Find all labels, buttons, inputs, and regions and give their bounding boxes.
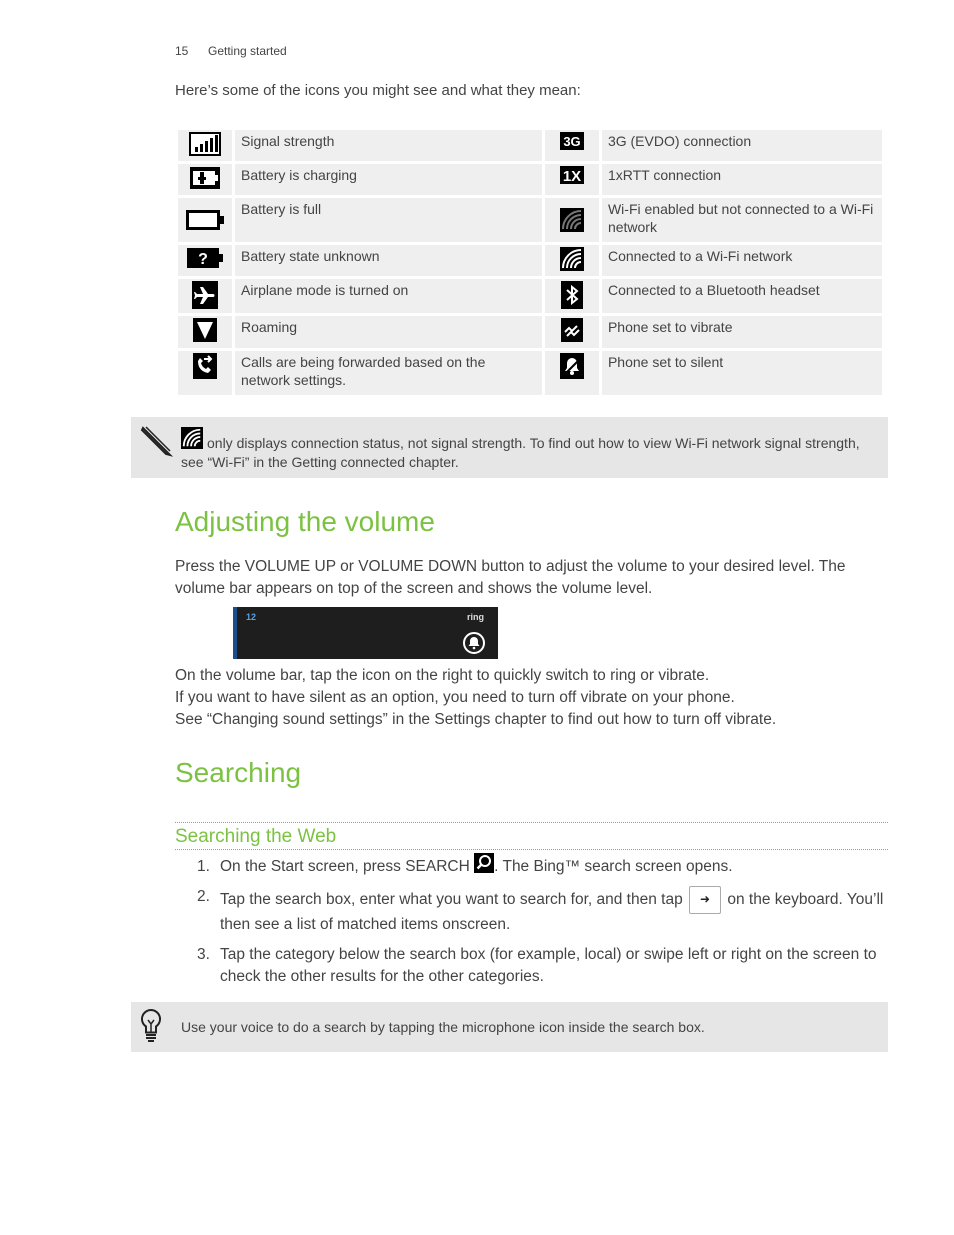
volume-paragraph: Press the VOLUME UP or VOLUME DOWN button to adjust the volume to your desired level. The volume bar appears on top of the screen and shows the volume level. xyxy=(175,558,846,597)
airplane-icon xyxy=(192,281,218,309)
table-cell: Airplane mode is turned on xyxy=(235,279,542,313)
table-cell: Phone set to silent xyxy=(602,351,882,395)
volume-info-line: See “Changing sound settings” in the Settings chapter to find out how to turn off vibrate. xyxy=(175,711,777,728)
section-title-volume: Adjusting the volume xyxy=(175,506,435,537)
volume-info-line: On the volume bar, tap the icon on the right to quickly switch to ring or vibrate. xyxy=(175,667,710,684)
step-text: Tap the category below the search box (for example, local) or swipe left or right on the screen to check the other results for the other categories. xyxy=(220,946,877,985)
tip-text: Use your voice to do a search by tapping the microphone icon inside the search box. xyxy=(181,1019,705,1035)
table-row xyxy=(178,198,882,242)
table-cell: Phone set to vibrate xyxy=(602,316,882,348)
status-icons-table xyxy=(175,127,885,398)
signal-strength-icon xyxy=(189,132,221,156)
table-row xyxy=(178,316,882,348)
step-text: . The Bing™ search screen opens. xyxy=(494,858,733,875)
svg-text:1X: 1X xyxy=(562,168,582,184)
table-cell: Roaming xyxy=(235,316,542,348)
step-text: On the Start screen, press SEARCH xyxy=(220,858,470,875)
lightbulb-icon xyxy=(140,1008,162,1046)
1x-icon xyxy=(560,166,584,184)
table-row xyxy=(178,279,882,313)
section-title-searching: Searching xyxy=(175,757,302,788)
table-row xyxy=(178,245,882,276)
battery-unknown-icon xyxy=(186,247,224,269)
step-number: 2. xyxy=(197,888,210,905)
page-number: 15 xyxy=(175,44,189,58)
svg-text:3G: 3G xyxy=(563,134,581,149)
list-item xyxy=(175,944,888,988)
search-steps xyxy=(175,856,888,996)
table-row xyxy=(178,164,882,195)
table-cell: Calls are being forwarded based on the network settings. xyxy=(235,351,542,395)
note-box xyxy=(131,417,888,478)
step-number: 1. xyxy=(197,858,210,875)
list-item xyxy=(175,886,888,936)
wifi-not-connected-icon xyxy=(560,208,584,232)
volume-mode: ring xyxy=(467,612,484,622)
table-cell: Wi-Fi enabled but not connected to a Wi-Fi network xyxy=(602,198,882,242)
list-item xyxy=(175,856,888,878)
search-icon xyxy=(474,853,494,873)
intro-text: Here’s some of the icons you might see and what they mean: xyxy=(175,82,581,99)
chapter-name: Getting started xyxy=(208,44,287,58)
battery-charging-icon xyxy=(189,166,221,190)
step-number: 3. xyxy=(197,946,210,963)
volume-info-paragraph xyxy=(175,665,890,731)
table-cell: Connected to a Bluetooth headset xyxy=(602,279,882,313)
call-forward-icon xyxy=(193,353,217,379)
note-text xyxy=(181,434,881,472)
bluetooth-icon xyxy=(561,281,583,309)
subsection-title xyxy=(175,822,888,850)
table-cell: 3G (EVDO) connection xyxy=(602,130,882,161)
table-cell: 1xRTT connection xyxy=(602,164,882,195)
step-text: Tap the search box, enter what you want to search for, and then tap xyxy=(220,891,683,909)
silent-icon xyxy=(560,353,584,379)
vibrate-icon xyxy=(561,318,583,342)
page-header xyxy=(175,44,287,58)
3g-icon xyxy=(560,132,584,150)
volume-info-line: If you want to have silent as an option, you need to turn off vibrate on your phone. xyxy=(175,689,735,706)
table-cell: Signal strength xyxy=(235,130,542,161)
note-text-content: only displays connection status, not signal strength. To find out how to view Wi-Fi network signal strength, see “Wi-Fi” in the Getting connected chapter. xyxy=(181,435,860,470)
table-cell: Battery is full xyxy=(235,198,542,242)
ring-toggle-icon[interactable] xyxy=(462,631,486,655)
pencil-icon xyxy=(139,424,173,458)
roaming-icon xyxy=(193,318,217,342)
enter-key-icon: ➜ xyxy=(689,886,721,914)
tip-box xyxy=(131,1002,888,1052)
subsection-title-text: Searching the Web xyxy=(175,826,337,847)
table-row xyxy=(178,130,882,161)
volume-level-indicator xyxy=(233,607,237,659)
table-cell: Battery is charging xyxy=(235,164,542,195)
table-cell: Connected to a Wi-Fi network xyxy=(602,245,882,276)
wifi-connected-icon xyxy=(560,247,584,271)
battery-full-icon xyxy=(185,209,225,231)
svg-text:?: ? xyxy=(198,251,208,268)
volume-level: 12 xyxy=(246,612,257,622)
volume-bar-screenshot xyxy=(233,607,498,659)
table-cell: Battery state unknown xyxy=(235,245,542,276)
step-text: on the keyboard. You’ll then see a list of matched items onscreen. xyxy=(220,891,884,933)
table-row xyxy=(178,351,882,395)
